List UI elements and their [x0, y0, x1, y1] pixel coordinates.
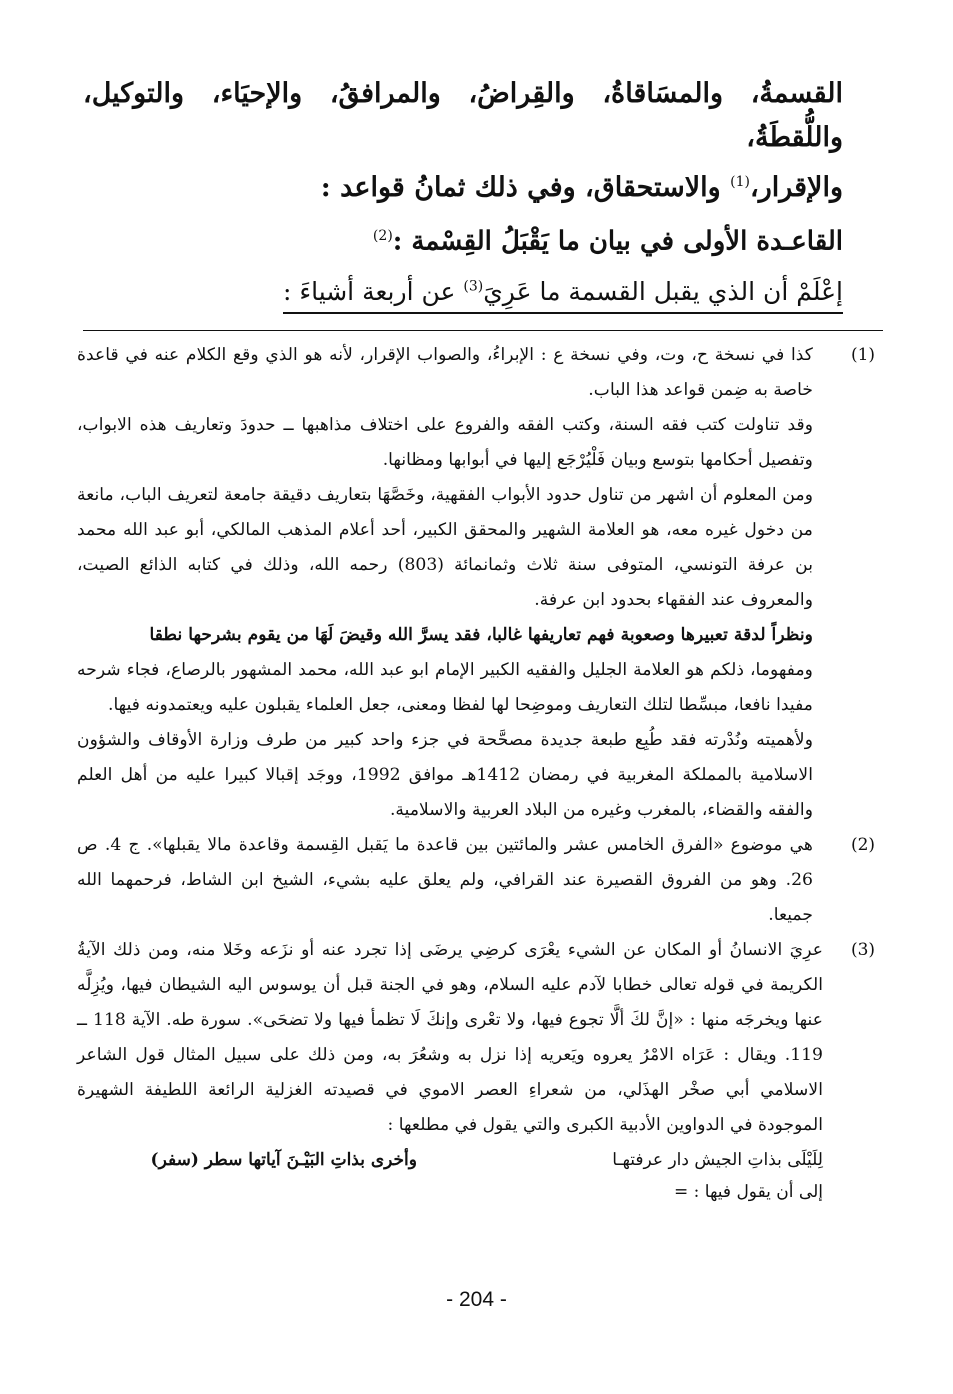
footnote-3 [77, 933, 883, 1209]
footnote-paragraph: ومن المعلوم أن اشهر من تناول حدود الأبواب الفقهية، وخَصَّهَا بتعاريف دقيقة جامعة لتعريف الباب، مانعة من دخول غيره معه، هو العلامة الشهير والمحقق الكبير، أحد أعلام المذهب المالكي، أبو عبد الله محمد بن عرفة التونسي، المتوفى سنة ثلاث وثمانمائة (803) رحمه الله، وذلك في كتابه الذائع الصيت، والمعروف عند الفقهاء بحدود ابن عرفة. [77, 485, 813, 610]
intro-after: عن أربعة أشياءَ : [282, 277, 456, 307]
footnote-mark-2: (2) [372, 228, 393, 244]
rule-title [83, 214, 843, 264]
footnote-1 [77, 338, 883, 828]
verse-continuation: إلى أن يقول فيها : = [673, 1182, 823, 1202]
footnote-2 [77, 828, 883, 933]
intro-before: إعْلَمْ أن الذي يقبل القسمة ما عَرِيَ [483, 277, 843, 307]
footnote-paragraph: عرِيَ الانسانُ أو المكان عن الشيء يعْرَى كرضِي يرضَى إذا تجرد عنه أو نزَعه وخَلا منه، ومن ذلك الآيةُ الكريمة في قوله تعالى خطابا لآدم عليه السلام، وهو في الجنة قبل أن يوسوس اليه الشيطان فيها، ويُزِلَّه عنها ويخرجَه منها : «إنَّ لكَ ألَّا تجوع فيها، ولا تعْرى وإنكَ لَا تظمأ فيها ولا تضحَى». سورة طه. الآية 118 ــ 119. ويقال : عَرَاه الامْرُ يعروه ويَعريه إذا نزل به وشعُرَ به، ومن ذلك على سبيل المثال قول الشاعر الاسلامي أبي صخْر الهذَلي، من شعراءِ العصر الاموي في قصيدته الغزلية الرائعة اللطيفة الشهيرة الموجودة في الدواوين الأدبية الكبرى والتي يقول في مطلعها : [77, 940, 823, 1135]
chapter-heading [83, 72, 843, 210]
footnote-separator [83, 330, 883, 331]
heading-line2-before: والإقرار، [750, 172, 843, 203]
heading-line2-after: والاستحقاق، وفي ذلك ثمانُ قواعد : [320, 172, 721, 203]
footnote-paragraph: ولأهميته ونُدْرته فقد طُبِع طبعة جديدة مصحَّحة في جزء واحد كبير من طرف وزارة الأوقاف والشؤون الاسلامية بالمملكة المغربية في رمضان 1412هـ موافق 1992، ووجَد إقبالا كبيرا عليه من أهل العلم والفقه والقضاء، بالمغرب وغيره من البلاد العربية والاسلامية. [77, 730, 814, 820]
footnote-paragraph-bold: ونظراً لدقة تعبيرها وصعوبة فهم تعاريفها غالبا، فقد يسرَّ الله وقيضَ لَهَا من يقوم بشرحها نطقا [149, 625, 813, 645]
footnote-mark-3: (3) [463, 279, 484, 295]
page-number: - 204 - [446, 1288, 507, 1311]
footnote-mark-1: (1) [730, 174, 750, 190]
intro-sentence [83, 265, 843, 314]
chapter-heading-line1: القسمةُ، والمسَاقاةُ، والقِراضُ، والمرافقُ، والإحيَاء، والتوكيل، واللُّقطَةُ، [83, 78, 843, 153]
footnote-number: (2) [850, 835, 876, 855]
verse-first-hemistich: لِلَيْلَى بذاتِ الجيش دار عرفتهـا [612, 1150, 823, 1170]
footnotes [77, 338, 883, 1209]
rule-title-text: القاعـدة الأولى في بيان ما يَقْبَلُ القِسْمة : [392, 226, 843, 257]
poem-verse [77, 1145, 823, 1175]
footnote-number: (3) [850, 940, 876, 960]
chapter-heading-line2 [83, 160, 843, 210]
footnote-paragraph: ومفهوما، ذلكم هو العلامة الجليل والفقيه الكبير الإمام ابو عبد الله، محمد المشهور بالرصاع، فجاء شرحه مفيدا نافعا، مبسِّطا لتلك التعاريف وموضِحا لها لفظا ومعنى، جعل العلماء يقبلون عليه ويعتمدونه فيها. [77, 660, 813, 715]
intro-underlined [283, 277, 843, 314]
footnote-paragraph: هي موضوع «الفرق الخامس عشر والمائتين بين قاعدة ما يَقبل القِسمة وقاعدة مالا يقبلها». ج 4. ص 26. وهو من الفروق القصيرة عند القرافي، ولم يعلق عليه بشيء، الشيخ ابن الشاط، فرحمهما الله جميعا. [77, 835, 813, 925]
footnote-paragraph: وقد تناولت كتب فقه السنة، وكتب الفقه والفروع على اختلاف مذاهبها ــ حدودَ وتعاريف هذه الابواب، وتفصيل أحكامها بتوسع وبيان فَلْيُرْجَع إليها في أبوابها ومظانها. [77, 415, 813, 470]
verse-second-hemistich: وأخرى بذاتِ البَيْـنَ آياتها سطر (سفر) [150, 1150, 417, 1170]
footnote-paragraph: كذا في نسخة ح، وت، وفي نسخة ع : الإبراءُ، والصواب الإقرار، لأنه هو الذي وقع الكلام عنه في قاعدة خاصة به ضِمن قواعد هذا الباب. [77, 345, 813, 400]
footnote-number: (1) [850, 345, 876, 365]
